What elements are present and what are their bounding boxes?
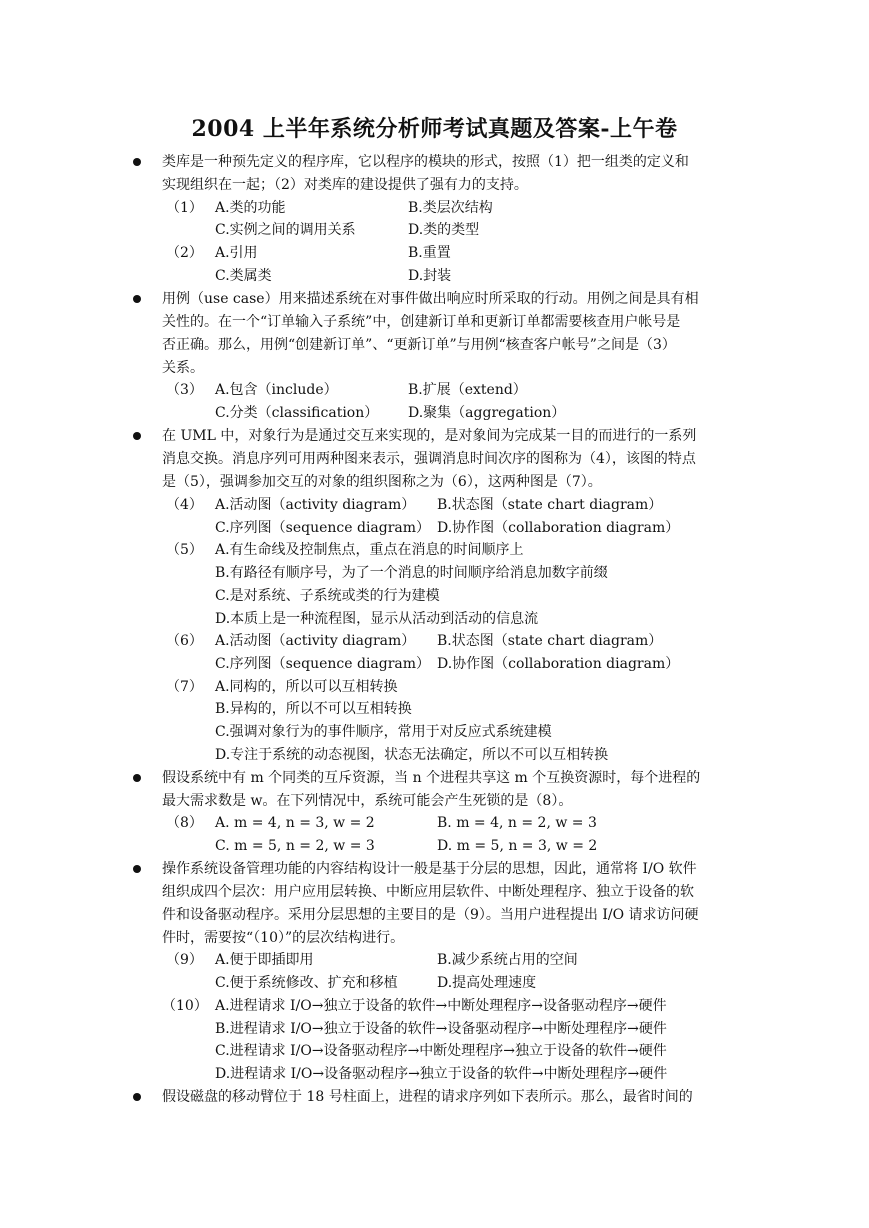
option-10d: D.进程请求 I/O→设备驱动程序→独立于设备的软件→中断处理程序→硬件 [215,1066,668,1082]
option-10c: C.进程请求 I/O→设备驱动程序→中断处理程序→独立于设备的软件→硬件 [215,1043,667,1059]
q2-stem-line-2: 关性的。在一个“订单输入子系统”中，创建新订单和更新订单都需要核查用户帐号是 [162,314,681,330]
option-2a: A.引用 [215,245,258,261]
option-10a: A.进程请求 I/O→独立于设备的软件→中断处理程序→设备驱动程序→硬件 [215,998,667,1014]
option-1a: A.类的功能 [215,200,286,216]
q3-stem-line-1: 在 UML 中，对象行为是通过交互来实现的，是对象间为完成某一目的而进行的一系列 [162,428,697,444]
q-number-7: （7） [166,679,203,695]
option-7c: C.强调对象行为的事件顺序，常用于对反应式系统建模 [215,724,552,740]
q-number-3: （3） [166,382,203,398]
option-4c: C.序列图（sequence diagram） [215,520,431,536]
option-6b: B.状态图（state chart diagram） [437,633,663,649]
option-5c: C.是对系统、子系统或类的行为建模 [215,588,440,604]
q6-stem-line-1: 假设磁盘的移动臂位于 18 号柱面上，进程的请求序列如下表所示。那么，最省时间的 [162,1089,693,1105]
option-7d: D.专注于系统的动态视图，状态无法确定，所以不可以互相转换 [215,747,609,763]
q-number-9: （9） [166,952,203,968]
q4-stem-line-1: 假设系统中有 m 个同类的互斥资源，当 n 个进程共享这 m 个互换资源时，每个进程的 [162,770,701,786]
q1-stem-line-2: 实现组织在一起；（2）对类库的建设提供了强有力的支持。 [162,177,528,193]
option-3d: D.聚集（aggregation） [408,405,566,421]
q5-stem-line-3: 件和设备驱动程序。采用分层思想的主要目的是（9）。当用户进程提出 I/O 请求访问硬 [162,907,699,923]
q-number-2: （2） [166,245,203,261]
q3-stem-line-2: 消息交换。消息序列可用两种图来表示，强调消息时间次序的图称为（4），该图的特点 [162,451,696,467]
option-9a: A.便于即插即用 [215,952,314,968]
option-4b: B.状态图（state chart diagram） [437,497,663,513]
option-4d: D.协作图（collaboration diagram） [437,520,680,536]
q3-stem-line-3: 是（5），强调参加交互的对象的组织图称之为（6），这两种图是（7）。 [162,474,602,490]
option-6a: A.活动图（activity diagram） [215,633,416,649]
option-7a: A.同构的，所以可以互相转换 [215,679,398,695]
option-2d: D.封装 [408,268,452,284]
option-3a: A.包含（include） [215,382,338,398]
option-10b: B.进程请求 I/O→独立于设备的软件→设备驱动程序→中断处理程序→硬件 [215,1021,667,1037]
q-number-6: （6） [166,633,203,649]
option-3b: B.扩展（extend） [408,382,527,398]
q-number-4: （4） [166,497,203,513]
option-1d: D.类的类型 [408,222,480,238]
q-number-1: （1） [166,200,203,216]
q1-stem-line-1: 类库是一种预先定义的程序库，它以程序的模块的形式，按照（1）把一组类的定义和 [162,154,689,170]
option-4a: A.活动图（activity diagram） [215,497,416,513]
page-title: 2004 上半年系统分析师考试真题及答案-上午卷 [191,116,678,142]
option-9b: B.减少系统占用的空间 [437,952,578,968]
option-5d: D.本质上是一种流程图，显示从活动到活动的信息流 [215,611,539,627]
bullet-q5 [133,865,141,873]
option-6d: D.协作图（collaboration diagram） [437,656,680,672]
bullet-q3 [133,432,141,440]
option-7b: B.异构的，所以不可以互相转换 [215,701,412,717]
bullet-q4 [133,774,141,782]
option-2c: C.类属类 [215,268,272,284]
option-8b: B. m = 4, n = 2, w = 3 [437,815,597,831]
option-8d: D. m = 5, n = 3, w = 2 [437,838,598,854]
option-6c: C.序列图（sequence diagram） [215,656,431,672]
bullet-q2 [133,295,141,303]
option-3c: C.分类（classification） [215,405,379,421]
option-2b: B.重置 [408,245,451,261]
option-8a: A. m = 4, n = 3, w = 2 [215,815,375,831]
q2-stem-line-4: 关系。 [162,360,204,376]
q-number-10: （10） [162,998,208,1014]
q-number-5: （5） [166,542,203,558]
option-1b: B.类层次结构 [408,200,493,216]
q5-stem-line-1: 操作系统设备管理功能的内容结构设计一般是基于分层的思想，因此，通常将 I/O 软件 [162,861,697,877]
option-5a: A.有生命线及控制焦点，重点在消息的时间顺序上 [215,542,524,558]
q5-stem-line-2: 组织成四个层次：用户应用层转换、中断应用层软件、中断处理程序、独立于设备的软 [162,884,694,900]
q4-stem-line-2: 最大需求数是 w。在下列情况中，系统可能会产生死锁的是（8）。 [162,793,573,809]
option-9d: D.提高处理速度 [437,975,537,991]
option-5b: B.有路径有顺序号，为了一个消息的时间顺序给消息加数字前缀 [215,565,608,581]
option-9c: C.便于系统修改、扩充和移植 [215,975,398,991]
bullet-q1 [133,158,141,166]
bullet-q6 [133,1093,141,1101]
q-number-8: （8） [166,815,203,831]
option-1c: C.实例之间的调用关系 [215,222,356,238]
q5-stem-line-4: 件时，需要按“（10）”的层次结构进行。 [162,930,405,946]
q2-stem-line-3: 否正确。那么，用例“创建新订单”、“更新订单”与用例“核查客户帐号”之间是（3） [162,337,676,353]
q2-stem-line-1: 用例（use case）用来描述系统在对事件做出响应时所采取的行动。用例之间是具有相 [162,291,699,307]
option-8c: C. m = 5, n = 2, w = 3 [215,838,375,854]
